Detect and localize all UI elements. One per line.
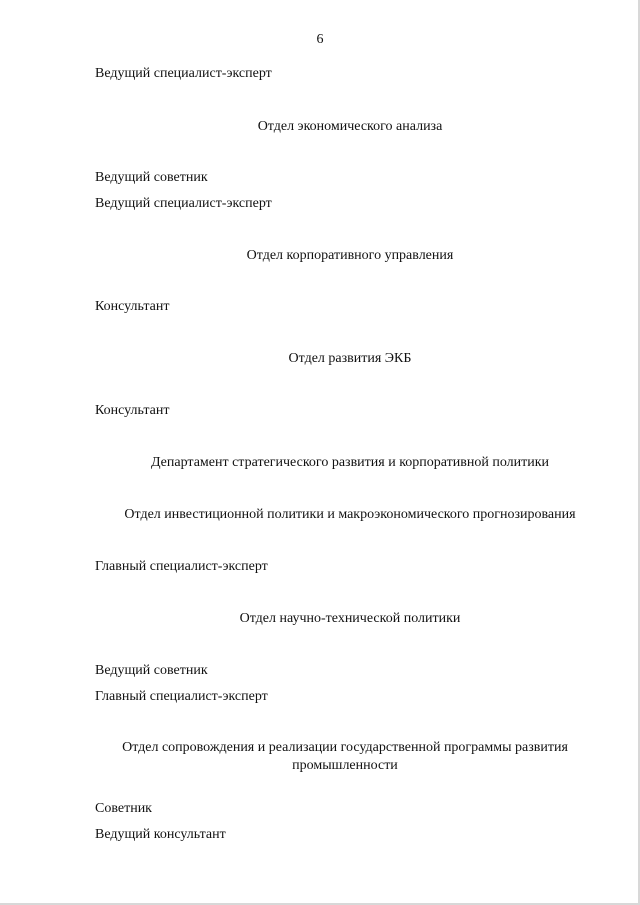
position-title: Ведущий советник	[95, 170, 208, 185]
department-heading-multiline	[95, 739, 595, 775]
department-heading: Отдел научно-технической политики	[239, 611, 461, 626]
department-heading: Департамент стратегического развития и корпоративной политики	[150, 455, 550, 470]
department-heading: Отдел корпоративного управления	[246, 248, 454, 263]
position-title: Советник	[95, 801, 152, 816]
position-title: Консультант	[95, 299, 170, 314]
position-title: Ведущий консультант	[95, 827, 226, 842]
department-heading-line: промышленности	[292, 758, 398, 773]
position-title: Ведущий советник	[95, 663, 208, 678]
department-heading-line: Отдел сопровождения и реализации государственной программы развития	[122, 740, 568, 755]
page-number: 6	[316, 32, 324, 47]
position-title: Главный специалист-эксперт	[95, 689, 268, 704]
position-title: Консультант	[95, 403, 170, 418]
position-title: Главный специалист-эксперт	[95, 559, 268, 574]
department-heading: Отдел инвестиционной политики и макроэкономического прогнозирования	[124, 507, 576, 522]
position-title: Ведущий специалист-эксперт	[95, 66, 272, 81]
position-title: Ведущий специалист-эксперт	[95, 196, 272, 211]
department-heading: Отдел экономического анализа	[257, 119, 443, 134]
department-heading: Отдел развития ЭКБ	[288, 351, 412, 366]
